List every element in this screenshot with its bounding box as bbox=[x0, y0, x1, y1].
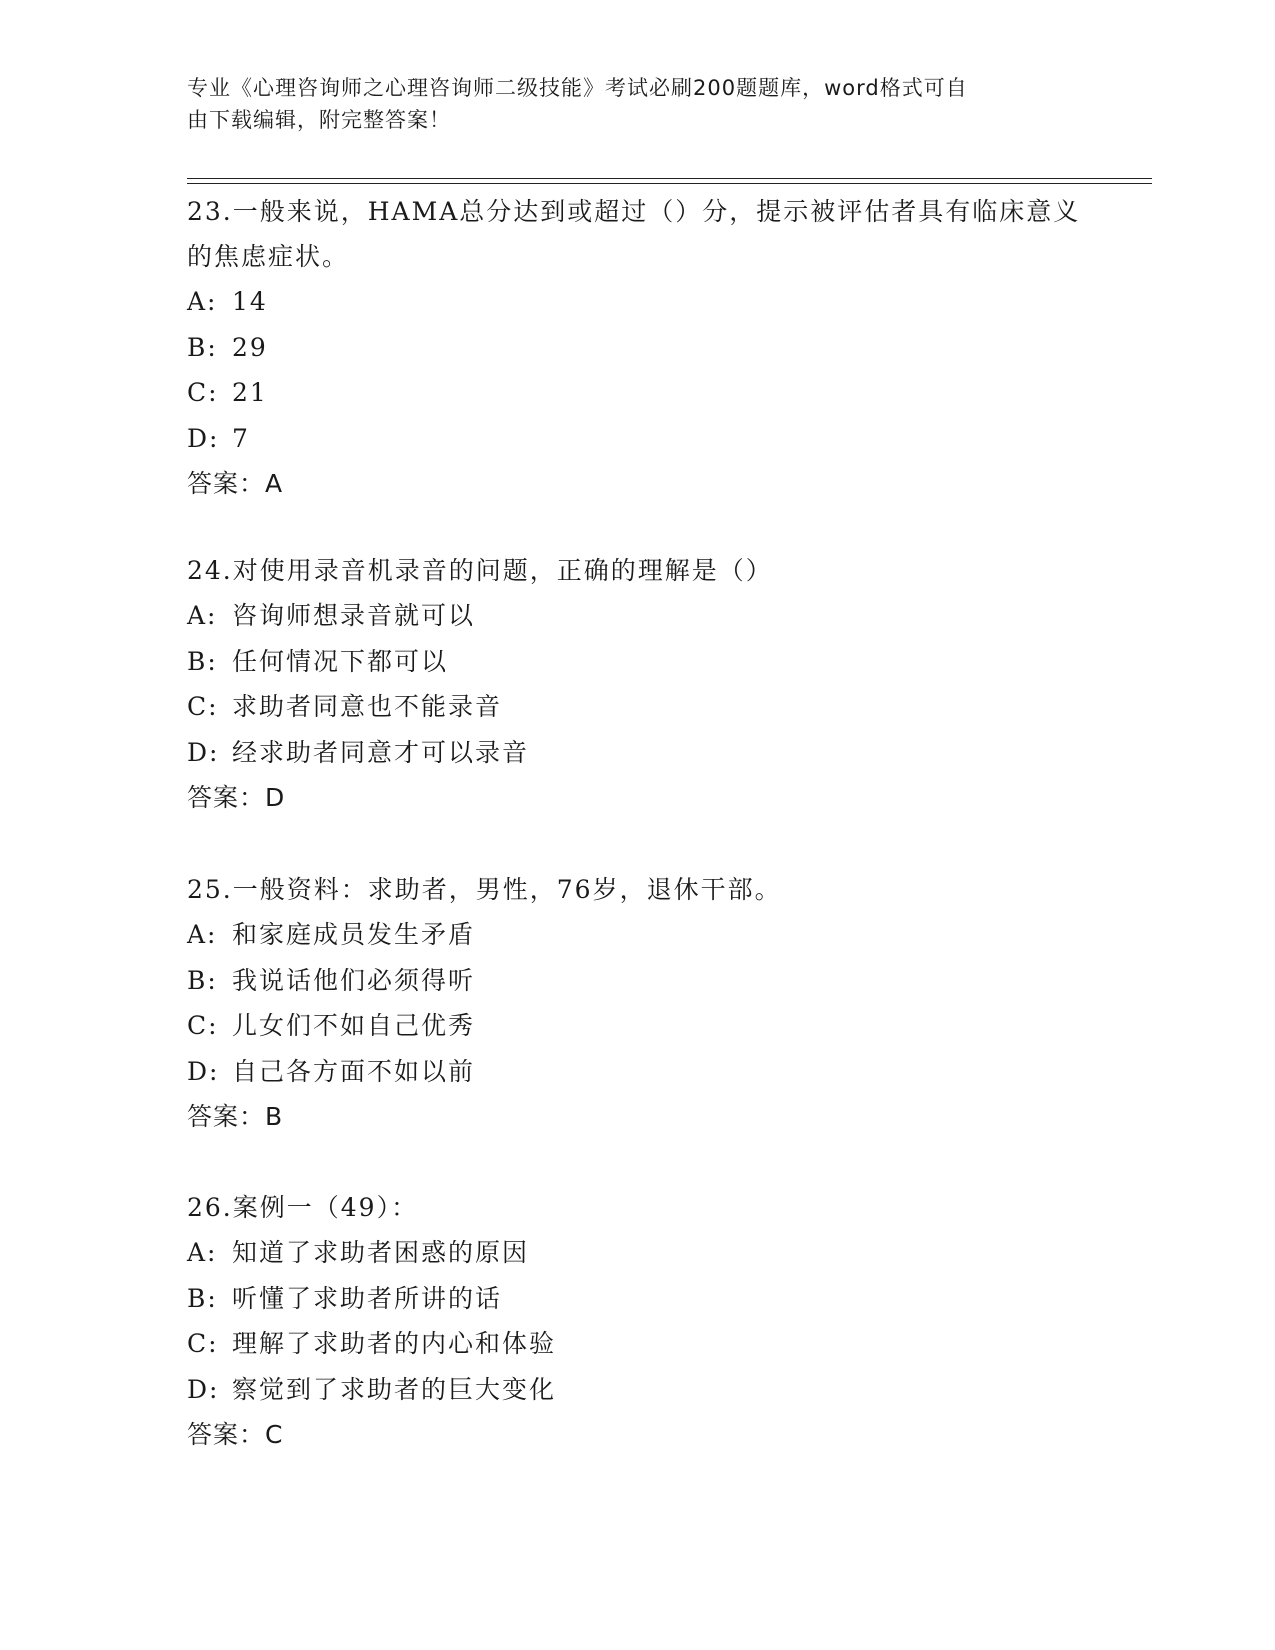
option-key: D: bbox=[187, 737, 220, 767]
option-key: C: bbox=[187, 378, 219, 407]
question-26 bbox=[187, 1185, 1087, 1457]
option-text: 自己各方面不如以前 bbox=[232, 1056, 476, 1086]
option-text: 儿女们不如自己优秀 bbox=[232, 1011, 476, 1040]
question-stem: 25.一般资料：求助者，男性，76岁，退休干部。 bbox=[187, 875, 782, 904]
option-key: B: bbox=[187, 1283, 218, 1313]
option-key: D: bbox=[187, 1056, 220, 1086]
option-a bbox=[187, 279, 1087, 325]
option-text: 和家庭成员发生矛盾 bbox=[232, 920, 476, 949]
option-text: 经求助者同意才可以录音 bbox=[232, 737, 530, 767]
question-stem: 24.对使用录音机录音的问题，正确的理解是（） bbox=[187, 556, 773, 585]
option-key: A: bbox=[187, 1238, 218, 1267]
header-line-2: 由下载编辑，附完整答案！ bbox=[187, 108, 451, 132]
option-text: 29 bbox=[232, 332, 268, 362]
option-text: 我说话他们必须得听 bbox=[232, 965, 476, 995]
answer-line: 答案：C bbox=[187, 1420, 284, 1449]
question-23 bbox=[187, 189, 1087, 506]
option-text: 7 bbox=[232, 423, 250, 453]
option-text: 知道了求助者困惑的原因 bbox=[232, 1238, 530, 1267]
answer-line: 答案：B bbox=[187, 1102, 284, 1131]
option-text: 理解了求助者的内心和体验 bbox=[232, 1329, 557, 1358]
option-d bbox=[187, 1049, 1087, 1095]
option-key: C: bbox=[187, 1011, 219, 1040]
option-c bbox=[187, 1003, 1087, 1049]
option-text: 听懂了求助者所讲的话 bbox=[232, 1283, 503, 1313]
option-text: 21 bbox=[232, 378, 268, 407]
option-text: 咨询师想录音就可以 bbox=[232, 601, 476, 630]
option-key: D: bbox=[187, 423, 220, 453]
question-stem: 26.案例一（49）： bbox=[187, 1193, 419, 1222]
option-key: D: bbox=[187, 1374, 220, 1404]
header-divider-bottom bbox=[187, 183, 1152, 184]
answer-line: 答案：D bbox=[187, 783, 286, 812]
document-header bbox=[187, 72, 1067, 136]
option-key: A: bbox=[187, 287, 218, 316]
option-text: 14 bbox=[232, 287, 268, 316]
option-a bbox=[187, 912, 1087, 958]
option-key: A: bbox=[187, 920, 218, 949]
question-25 bbox=[187, 867, 1087, 1139]
option-b bbox=[187, 639, 1087, 685]
option-d bbox=[187, 416, 1087, 462]
option-b bbox=[187, 958, 1087, 1004]
option-key: B: bbox=[187, 965, 218, 995]
option-key: C: bbox=[187, 692, 219, 721]
header-divider-top bbox=[187, 178, 1152, 179]
option-text: 求助者同意也不能录音 bbox=[232, 692, 503, 721]
option-a bbox=[187, 593, 1087, 639]
option-c bbox=[187, 684, 1087, 730]
option-text: 察觉到了求助者的巨大变化 bbox=[232, 1374, 557, 1404]
option-key: A: bbox=[187, 601, 218, 630]
option-key: C: bbox=[187, 1329, 219, 1358]
question-stem: 23.一般来说，HAMA总分达到或超过（）分，提示被评估者具有临床意义的焦虑症状。 bbox=[187, 197, 1081, 271]
option-text: 任何情况下都可以 bbox=[232, 646, 449, 676]
option-a bbox=[187, 1230, 1087, 1276]
question-24 bbox=[187, 548, 1087, 820]
header-line-1: 专业《心理咨询师之心理咨询师二级技能》考试必刷200题题库，word格式可自 bbox=[187, 76, 968, 100]
option-b bbox=[187, 1276, 1087, 1322]
option-c bbox=[187, 370, 1087, 416]
option-b bbox=[187, 325, 1087, 371]
option-d bbox=[187, 1367, 1087, 1413]
option-c bbox=[187, 1321, 1087, 1367]
option-d bbox=[187, 730, 1087, 776]
option-key: B: bbox=[187, 646, 218, 676]
option-key: B: bbox=[187, 332, 218, 362]
answer-line: 答案：A bbox=[187, 469, 284, 498]
